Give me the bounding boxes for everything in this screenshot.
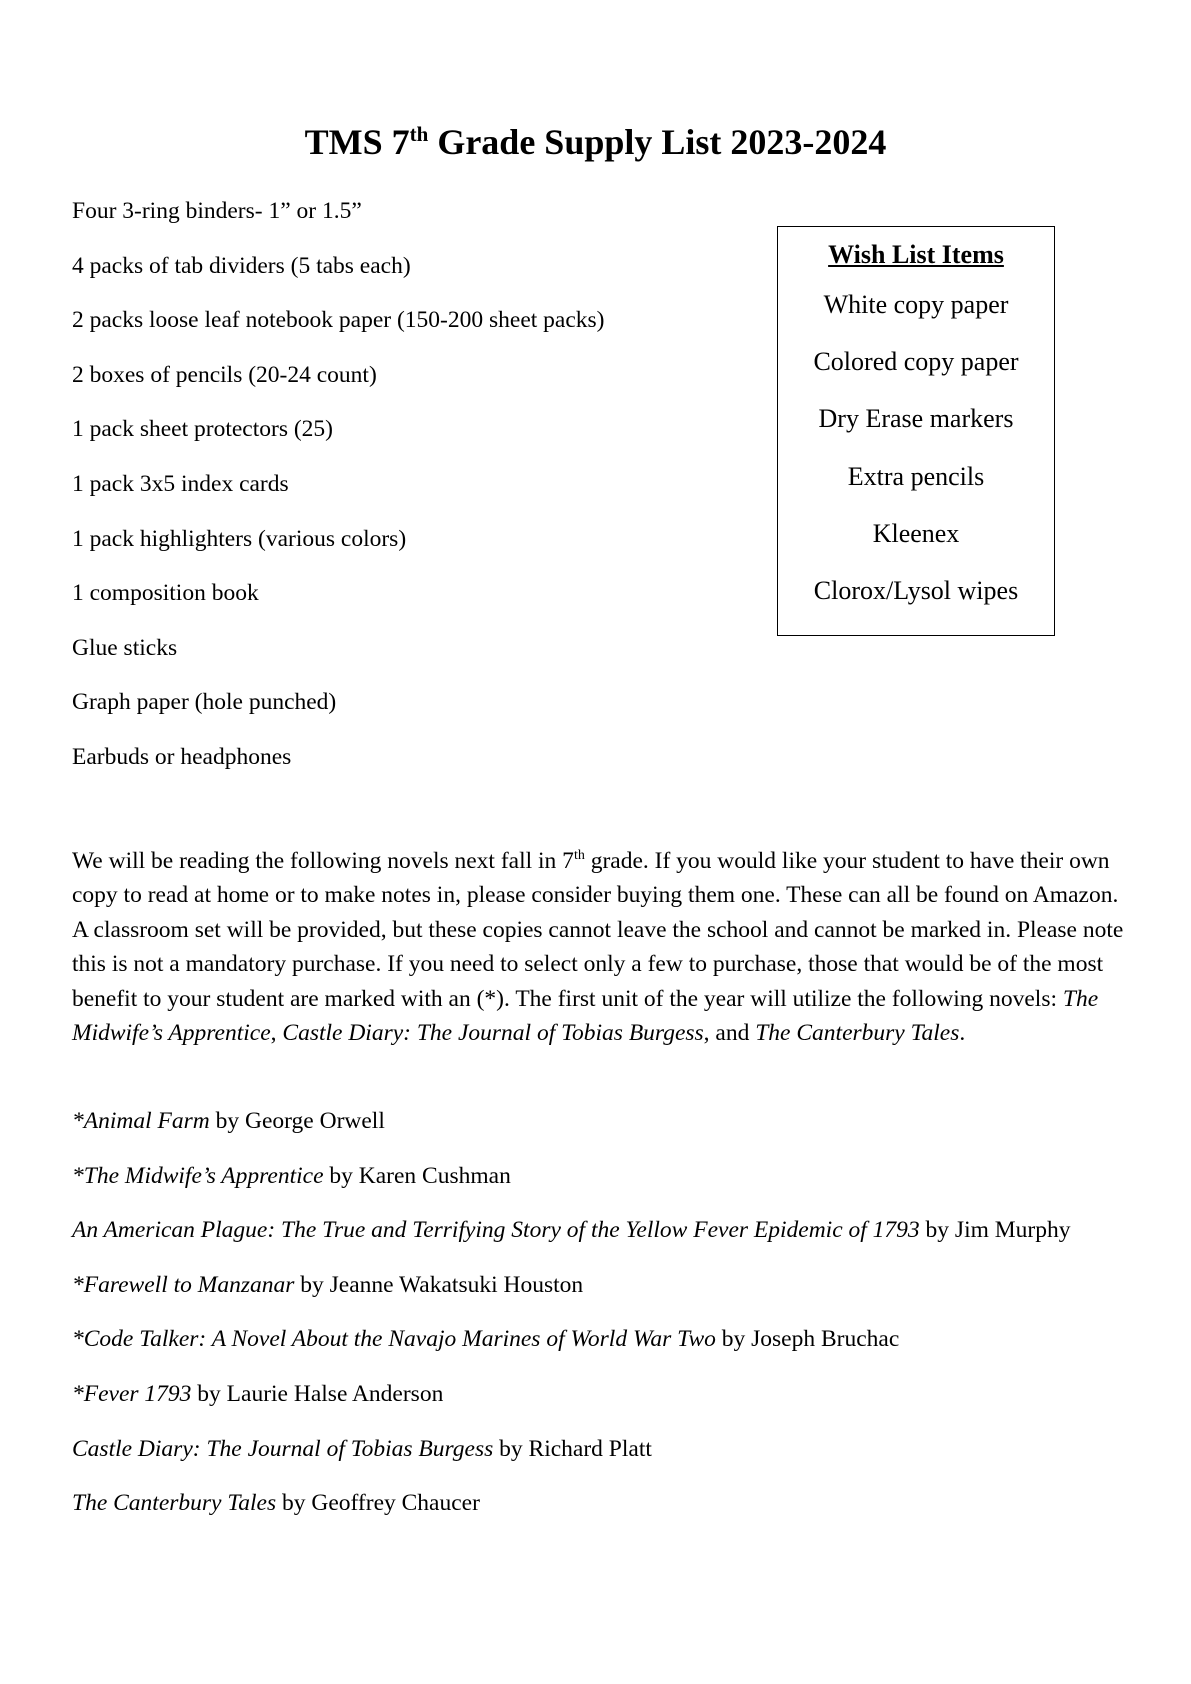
intro-text: grade. If you would like your student to have their own copy to read at home or to make notes in, please consider buying them one. These can all be found on Amazon. A classroom set will be provided, but these copies cannot leave the school and cannot be marked in. Please note this is not a mandatory purchase. If you need to select only a few to purchase, those that would be of the most benefit to your student are marked with an (*). The first unit of the year will utilize the following novels: <box>72 848 1124 1012</box>
book-item <box>72 1213 1132 1247</box>
book-item <box>72 1104 1132 1138</box>
supply-list <box>72 193 605 794</box>
wish-list-box <box>777 226 1055 636</box>
supply-item: 2 boxes of pencils (20-24 count) <box>72 361 377 388</box>
wish-list-item: Extra pencils <box>847 461 985 491</box>
book-list <box>72 1104 1132 1541</box>
supply-item: Glue sticks <box>72 634 178 661</box>
intro-text: , <box>270 1020 283 1047</box>
book-author: by Geoffrey Chaucer <box>276 1490 480 1517</box>
supply-item: Graph paper (hole punched) <box>72 689 337 716</box>
book-author: by Laurie Halse Anderson <box>191 1380 444 1407</box>
book-title: An American Plague: The True and Terrifying Story of the Yellow Fever Epidemic of 1793 <box>72 1217 920 1244</box>
book-item <box>72 1377 1132 1411</box>
intro-book-title: The Midwife’s Apprentice <box>72 985 1099 1047</box>
wish-list-item: Dry Erase markers <box>818 404 1014 434</box>
book-author: by George Orwell <box>209 1108 385 1134</box>
intro-text: , and <box>703 1020 756 1047</box>
book-title: *Code Talker: A Novel About the Navajo Marines of World War Two <box>72 1326 716 1353</box>
supply-item: 1 pack highlighters (various colors) <box>72 525 407 552</box>
book-item <box>72 1322 1132 1356</box>
title-suffix: Grade Supply List 2023-2024 <box>428 122 887 162</box>
title-prefix: TMS 7 <box>304 122 410 162</box>
book-title: *Fever 1793 <box>72 1380 192 1407</box>
supply-item: 1 composition book <box>72 580 259 607</box>
intro-book-title: Castle Diary: The Journal of Tobias Burgess <box>282 1020 704 1047</box>
book-title: *The Midwife’s Apprentice <box>72 1162 324 1189</box>
wish-list-item: White copy paper <box>823 290 1009 319</box>
supply-item: 1 pack sheet protectors (25) <box>72 416 334 443</box>
book-author: by Jeanne Wakatsuki Houston <box>294 1271 584 1298</box>
supply-item: 2 packs loose leaf notebook paper (150-200 sheet packs) <box>72 307 605 334</box>
wish-list <box>778 275 1054 618</box>
book-author: by Karen Cushman <box>323 1162 511 1189</box>
supply-item: 4 packs of tab dividers (5 tabs each) <box>72 252 411 279</box>
wish-list-item: Clorox/Lysol wipes <box>813 575 1019 605</box>
intro-text: . <box>959 1020 966 1047</box>
book-author: by Joseph Bruchac <box>715 1326 900 1353</box>
wish-list-title: Wish List Items <box>828 240 1004 269</box>
book-author: by Jim Murphy <box>919 1217 1071 1244</box>
book-title: The Canterbury Tales <box>72 1490 277 1517</box>
book-title: *Animal Farm <box>72 1108 210 1134</box>
book-item <box>72 1159 1132 1193</box>
book-item <box>72 1486 1132 1520</box>
wish-list-item: Kleenex <box>872 518 960 548</box>
book-item <box>72 1432 1132 1466</box>
title-superscript: th <box>409 122 429 146</box>
novels-intro-paragraph <box>72 844 1132 1050</box>
book-item <box>72 1268 1132 1302</box>
wish-list-item: Colored copy paper <box>813 347 1019 377</box>
supply-item: Earbuds or headphones <box>72 743 292 770</box>
book-author: by Richard Platt <box>493 1435 652 1462</box>
intro-superscript: th <box>573 848 585 864</box>
supply-item: Four 3-ring binders- 1” or 1.5” <box>72 198 362 224</box>
book-title: *Farewell to Manzanar <box>72 1271 295 1298</box>
intro-text: We will be reading the following novels next fall in 7 <box>72 848 574 874</box>
book-title: Castle Diary: The Journal of Tobias Burgess <box>72 1435 494 1462</box>
page-title <box>0 120 1191 164</box>
supply-item: 1 pack 3x5 index cards <box>72 470 289 497</box>
intro-book-title: The Canterbury Tales <box>755 1020 960 1047</box>
